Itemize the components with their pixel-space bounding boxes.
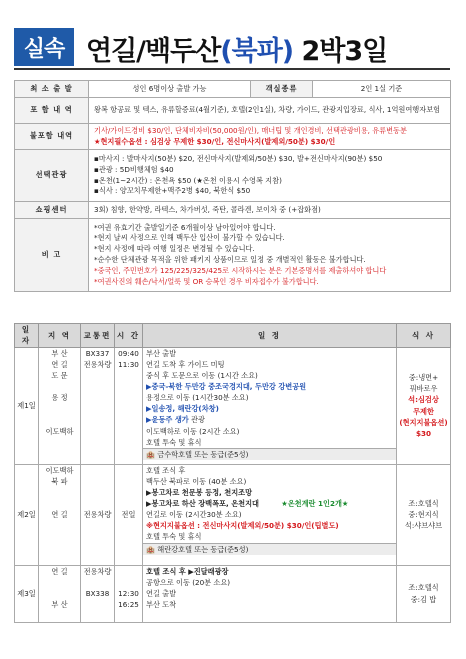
meal-item: 꿔바로우 (409, 384, 438, 394)
info-row-excluded (15, 124, 451, 150)
region-cell (39, 347, 81, 464)
time-item: 12:30 (118, 588, 139, 598)
itinerary-line: 공항으로 이동 (20분 소요) (146, 577, 231, 587)
day-label: 제2일 (15, 464, 39, 565)
region-item: 북 파 (51, 476, 68, 486)
region-item: 이도백하 (45, 465, 74, 475)
info-label: 비 고 (15, 219, 89, 292)
excluded-line: 기사/가이드경비 $30/인, 단체비자비(50,000원/인), 매너팁 및 개인경비, 선택관광비용, 유류변동분 (94, 125, 407, 135)
hotel-line (143, 448, 396, 460)
itinerary-line: 호텔 조식 후 ▶진달래광장 (146, 566, 229, 576)
itinerary-sight (146, 414, 393, 425)
note-warning-item: *중국인, 주민번호가 125/225/325/425로 시작하시는 분은 기본증명서를 제출하셔야 합니다 (94, 265, 387, 275)
schedule-table (14, 323, 451, 623)
meal-item: 중:김 밥 (410, 594, 437, 604)
info-label: 불포함 내역 (15, 124, 89, 150)
excluded-option-line: ★현지필수옵션 : 심검상 무제한 $30/인, 전신마사지(발제외/50분) $30/인 (94, 136, 336, 146)
meal-item: 중:냉면+ (408, 373, 439, 383)
itinerary-line: 중식 후 도문으로 이동 (1시간 소요) (146, 370, 258, 380)
info-value: 성인 6명이상 출발 가능 (89, 81, 251, 98)
meal-item: 무제한 (413, 406, 434, 416)
itinerary-cell (143, 464, 397, 565)
itinerary-sight: ▶중국-북한 두만강 중조국경지대, 두만강 강변공원 (146, 381, 307, 391)
itinerary-sight (146, 498, 393, 509)
info-label: 포 함 내 역 (15, 98, 89, 124)
region-item: 연 길 (51, 566, 68, 576)
info-value (89, 219, 451, 292)
hotel-name: 금수학호텔 또는 동급(준5성) (157, 449, 249, 459)
meal-item: $30 (415, 428, 431, 438)
info-table (14, 80, 451, 292)
info-label: 선택관광 (15, 150, 89, 202)
schedule-day-row (15, 347, 451, 464)
day-label: 제1일 (15, 347, 39, 464)
region-cell (39, 464, 81, 565)
meal-item: 조:호텔식 (408, 498, 439, 508)
region-item: 부 산 (51, 599, 68, 609)
info-value: 3회) 침향, 한약방, 라텍스, 차가버섯, 죽탄, 콜라겐, 보이차 중 (+잡화점) (89, 202, 451, 219)
meal-item: (현지지불옵션) (399, 417, 448, 427)
itinerary-sight: ▶일송정, 해란강(차창) (146, 404, 219, 414)
itinerary-sight-name: ▶윤동주 생가 (146, 415, 189, 425)
meals-cell (397, 565, 451, 622)
optional-tour-item: ▪마사지 : 발마사지(50분) $20, 전신마사지(발제외/50분) $30, 발+전신마사지(90분) $50 (94, 153, 383, 163)
note-warning-item: *여권사진의 훼손/낙서/얼룩 및 OR 승복인 경우 비자접수가 불가합니다. (94, 276, 319, 286)
header-time: 시 간 (115, 324, 143, 348)
day-label: 제3일 (15, 565, 39, 622)
title-bracket: (북파) (220, 36, 294, 67)
region-item: 이도백하 (45, 426, 74, 436)
itinerary-line: 백두산 북파로 이동 (40분 소요) (146, 476, 247, 486)
time-item: 09:40 (118, 348, 139, 358)
title-bar (14, 26, 450, 70)
schedule-day-row (15, 464, 451, 565)
title-post: 2박3일 (293, 36, 388, 67)
itinerary-line: 호텔 조식 후 (146, 465, 186, 475)
info-row-included (15, 98, 451, 124)
meal-item: 조:호텔식 (408, 583, 439, 593)
header-region: 지 역 (39, 324, 81, 348)
meal-item: 석:샤브샤브 (404, 521, 443, 531)
optional-tour-item: ▪관광 : 5D비행체험 $40 (94, 164, 174, 174)
onsen-egg-note: ★온천계란 1인2개★ (281, 498, 349, 508)
itinerary-line: 부산 도착 (146, 599, 177, 609)
region-item: 연 길 (51, 510, 68, 520)
header-transport: 교통편 (81, 324, 115, 348)
transport-item: 전용차량 (83, 566, 112, 576)
transport-cell: 전용차량 (81, 464, 115, 565)
hotel-line (143, 543, 396, 555)
meals-cell (397, 347, 451, 464)
hotel-name: 해란강호텔 또는 동급(준5성) (157, 544, 249, 554)
transport-item: 전용차량 (83, 359, 112, 369)
meal-item: 석:심검상 (408, 395, 439, 405)
region-item: 용 정 (51, 393, 68, 403)
info-row-min-departure (15, 81, 451, 98)
header-day: 일 자 (15, 324, 39, 348)
itinerary-line: 연길로 이동 (2시간30분 소요) (146, 510, 242, 520)
itinerary-sight: ▶봉고차로 천문봉 등정, 천지조망 (146, 487, 253, 497)
header-meals: 식 사 (397, 324, 451, 348)
transport-item: BX337 (85, 348, 110, 358)
optional-tour-item: ▪온천(1~2시간) : 온천욕 $50 (★온천 이용시 수영복 지참) (94, 175, 282, 185)
info-value (89, 150, 451, 202)
region-item: 도 문 (51, 370, 68, 380)
optional-tour-item: ▪식사 : 양꼬치무제한+맥주2병 $40, 북한식 $50 (94, 186, 251, 196)
info-row-shopping (15, 202, 451, 219)
itinerary-sight-rest: 관광 (188, 415, 205, 425)
transport-cell (81, 347, 115, 464)
itinerary-line: 호텔 투숙 및 휴식 (146, 532, 202, 542)
info-label: 객실종류 (251, 81, 313, 98)
itinerary-sight-name: ▶봉고차로 하산 장백폭포, 온천지대 (146, 498, 259, 508)
info-value (89, 124, 451, 150)
itinerary-cell (143, 347, 397, 464)
itinerary-line: 부산 출발 (146, 348, 177, 358)
itinerary-line: 호텔 투숙 및 휴식 (146, 437, 202, 447)
itinerary-line: 연길 출발 (146, 588, 177, 598)
hotel-icon: 🏨 (146, 544, 155, 554)
itinerary-option-line: ※현지지불옵션 : 전신마사지(발제외/50분) $30/인(팁별도) (146, 521, 339, 531)
info-value: 2인 1실 기준 (313, 81, 451, 98)
time-cell (115, 565, 143, 622)
info-value: 왕복 항공료 및 텍스, 유류할증료(4월기준), 호텔(2인1실), 차량, 가이드, 관광지입장료, 식사, 1억원여행자보험 (89, 98, 451, 124)
itinerary-cell (143, 565, 397, 622)
region-item: 연 길 (51, 359, 68, 369)
title-tag: 실속 (14, 28, 74, 66)
itinerary-line: 이도백하로 이동 (2시간 소요) (146, 426, 240, 436)
meals-cell (397, 464, 451, 565)
page-title (86, 29, 387, 68)
header-itinerary: 일 정 (143, 324, 397, 348)
schedule-day-row (15, 565, 451, 622)
title-main: 연길/백두산 (86, 36, 221, 67)
time-cell (115, 347, 143, 464)
note-item: *순수한 단체관광 목적을 위한 패키지 상품이므로 일정 중 개별적인 활동은 불가합니다. (94, 255, 366, 264)
time-item: 11:30 (118, 359, 139, 369)
itinerary-line: 연길 도착 후 가이드 미팅 (146, 359, 225, 369)
hotel-icon: 🏨 (146, 449, 155, 459)
time-cell: 전일 (115, 464, 143, 565)
info-label: 최 소 출 발 (15, 81, 89, 98)
transport-cell (81, 565, 115, 622)
meal-item: 중:현지식 (408, 509, 439, 519)
note-item: *현지 날씨 사정으로 인해 백두산 입산이 불가할 수 있습니다. (94, 233, 285, 243)
note-item: *현지 사정에 따라 여행 일정은 변경될 수 있습니다. (94, 244, 255, 254)
schedule-header-row (15, 324, 451, 348)
transport-item: BX338 (85, 588, 110, 598)
itinerary-line: 용정으로 이동 (1시간30분 소요) (146, 393, 249, 403)
time-item: 16:25 (118, 599, 139, 609)
note-item: *여권 유효기간 출발일기준 6개월이상 남아있어야 합니다. (94, 222, 276, 232)
info-label: 쇼핑센터 (15, 202, 89, 219)
region-item: 부 산 (51, 348, 68, 358)
region-cell (39, 565, 81, 622)
info-row-notes (15, 219, 451, 292)
info-row-optional-tours (15, 150, 451, 202)
